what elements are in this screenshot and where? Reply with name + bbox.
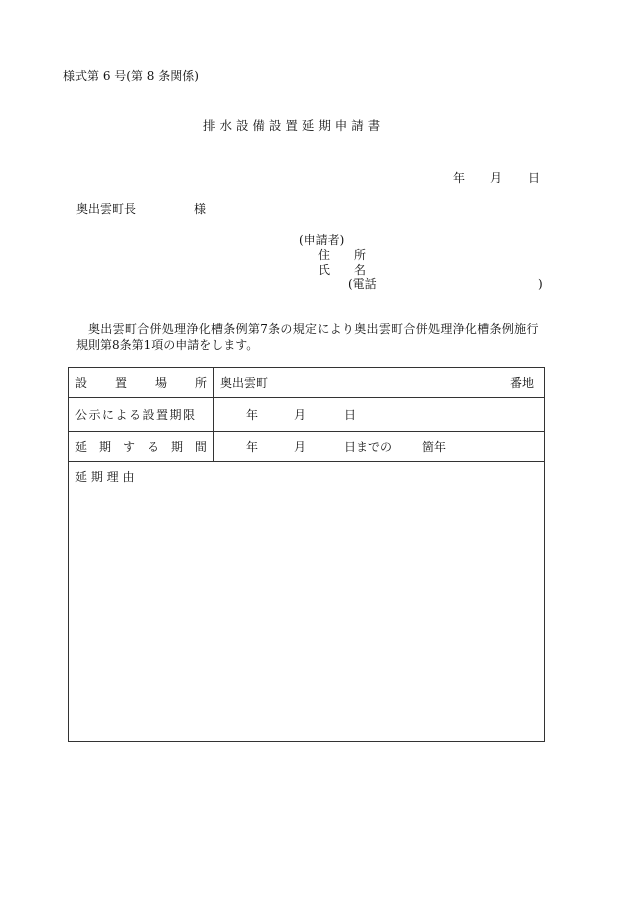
label-char: 期 [170, 440, 183, 454]
label-char: 期 [98, 440, 111, 454]
reason-label: 延 期 理 由 [75, 470, 135, 484]
date-year: 年 [453, 171, 466, 185]
label-char: 所 [194, 376, 207, 390]
label-char: す [122, 440, 135, 454]
date-day: 日 [528, 171, 541, 185]
period-years: 箇年 [422, 440, 447, 454]
date-month: 月 [490, 171, 503, 185]
deadline-month: 月 [294, 408, 307, 422]
label-char: 置 [114, 376, 127, 390]
period-month: 月 [294, 440, 307, 454]
row-location [69, 368, 545, 398]
document-title: 排 水 設 備 設 置 延 期 申 請 書 [203, 118, 381, 133]
period-label [75, 438, 207, 455]
form-number: 様式第 6 号(第 8 条関係) [63, 69, 199, 83]
label-char: 設 [75, 376, 88, 390]
body-text-line-2: 規則第8条第1項の申請をします。 [76, 338, 259, 352]
reason-field[interactable] [69, 462, 545, 742]
deadline-label: 公示による設置期限 [75, 408, 197, 422]
location-prefix: 奥出雲町 [220, 376, 269, 390]
row-period [69, 432, 545, 462]
deadline-year: 年 [246, 408, 259, 422]
applicant-heading: (申請者) [299, 233, 345, 247]
location-field[interactable] [214, 368, 545, 398]
period-field[interactable] [214, 432, 545, 462]
phone-label: (電話 [348, 277, 377, 291]
phone-close: ) [538, 277, 543, 291]
body-text-line-1: 奥出雲町合併処理浄化槽条例第7条の規定により奥出雲町合併処理浄化槽条例施行 [88, 322, 539, 336]
deadline-field[interactable] [214, 398, 545, 432]
addressee-name: 奥出雲町長 [76, 202, 137, 216]
application-table [68, 367, 545, 742]
label-char: 場 [154, 376, 167, 390]
row-deadline [69, 398, 545, 432]
deadline-day: 日 [344, 408, 357, 422]
location-label [75, 374, 207, 391]
addressee-honorific: 様 [194, 202, 207, 216]
label-char: 延 [75, 440, 88, 454]
label-char: 間 [194, 440, 207, 454]
name-label: 氏 名 [318, 263, 367, 277]
address-label: 住 所 [318, 248, 367, 262]
period-until: 日までの [344, 440, 393, 454]
row-reason [69, 462, 545, 742]
label-char: る [146, 440, 159, 454]
period-year: 年 [246, 440, 259, 454]
location-suffix: 番地 [509, 376, 534, 390]
